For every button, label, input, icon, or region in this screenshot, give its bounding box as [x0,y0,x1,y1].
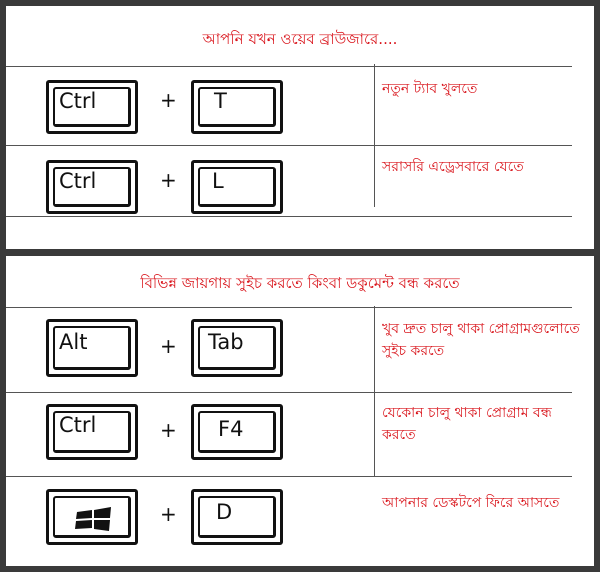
divider [6,392,572,393]
f4-key [191,404,283,460]
l-key [191,160,283,214]
ctrl-key [46,80,138,134]
switch-section-heading: বিভিন্ন জায়গায় সুইচ করতে কিংবা ডকুমেন্ট বন্ধ করতে [140,274,460,292]
plus-sign: + [160,502,177,526]
plus-sign: + [160,418,177,442]
divider [6,476,572,477]
divider [6,145,572,146]
tab-key [191,319,283,377]
browser-section-heading: আপনি যখন ওয়েব ব্রাউজারে.... [202,30,398,48]
key-label: Ctrl [59,413,97,437]
key-label: Ctrl [59,89,97,113]
ctrl-key [46,160,138,214]
key-label: Ctrl [59,169,97,193]
windows-key [46,489,138,545]
column-divider [374,392,375,476]
browser-shortcuts-panel [6,6,594,249]
key-label: F4 [218,417,244,441]
column-divider [374,306,375,394]
shortcut-description: খুব দ্রুত চালু থাকা প্রোগ্রামগুলোতে সুইচ করতে [382,321,580,359]
alt-key [46,319,138,377]
ctrl-key [46,404,138,460]
d-key [191,489,283,545]
key-label: L [212,169,224,193]
t-key [191,80,283,134]
plus-sign: + [160,168,177,192]
shortcut-description: সরাসরি এড্রেসবারে যেতে [382,159,524,175]
switch-shortcuts-panel [6,256,594,566]
column-divider [374,147,375,207]
shortcut-description: যেকোন চালু থাকা প্রোগ্রাম বন্ধ করতে [382,405,552,443]
key-label: Tab [208,330,244,354]
key-label: D [216,500,233,524]
shortcut-description: নতুন ট্যাব খুলতে [382,81,478,97]
key-label: Alt [59,330,88,354]
divider [6,66,572,67]
key-label: T [214,89,227,113]
windows-logo-icon [71,506,117,532]
shortcut-description: আপনার ডেস্কটপে ফিরে আসতে [382,495,560,511]
divider [6,307,572,308]
divider [6,216,572,217]
column-divider [374,64,375,147]
plus-sign: + [160,334,177,358]
plus-sign: + [160,88,177,112]
